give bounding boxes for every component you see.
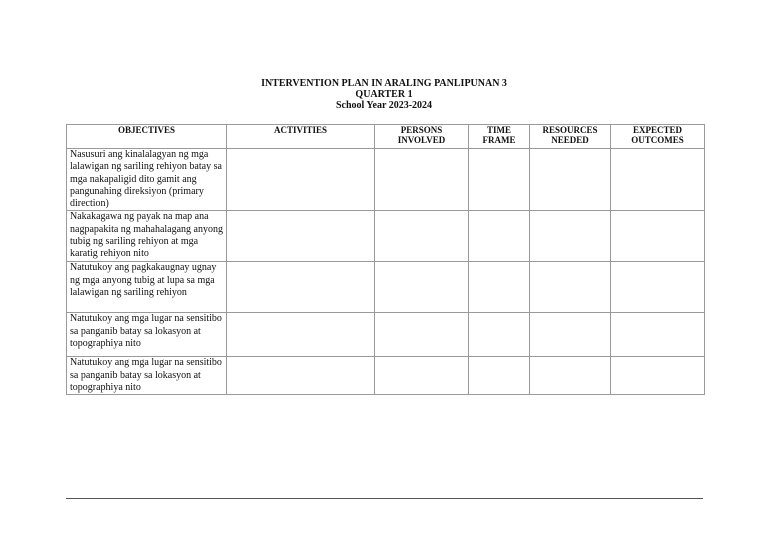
expected-outcomes-cell xyxy=(611,211,705,262)
expected-outcomes-cell xyxy=(611,262,705,313)
resources-needed-cell xyxy=(530,149,611,211)
header-expected-outcomes: EXPECTED OUTCOMES xyxy=(611,125,705,149)
header-resources-needed: RESOURCES NEEDED xyxy=(530,125,611,149)
activities-cell xyxy=(227,211,375,262)
footer-divider xyxy=(66,498,703,499)
time-frame-cell xyxy=(469,313,530,357)
resources-needed-cell xyxy=(530,211,611,262)
objective-cell: Nakakagawa ng payak na map ana nagpapakita ng mahahalagang anyong tubig ng sariling rehiyon at mga karatig rehiyon nito xyxy=(67,211,227,262)
quarter-label: QUARTER 1 xyxy=(355,89,413,100)
document-title: INTERVENTION PLAN IN ARALING PANLIPUNAN 3 xyxy=(261,78,507,89)
persons-involved-cell xyxy=(375,211,469,262)
time-frame-cell xyxy=(469,357,530,395)
table-row xyxy=(67,313,705,357)
school-year-label: School Year 2023-2024 xyxy=(335,100,433,111)
objective-cell: Nasusuri ang kinalalagyan ng mga lalawigan ng sariling rehiyon batay sa mga nakapaligid dito gamit ang pangunahing direksiyon (primary direction) xyxy=(67,149,227,211)
persons-involved-cell xyxy=(375,262,469,313)
resources-needed-cell xyxy=(530,357,611,395)
persons-involved-cell xyxy=(375,149,469,211)
activities-cell xyxy=(227,357,375,395)
resources-needed-cell xyxy=(530,262,611,313)
persons-involved-cell xyxy=(375,357,469,395)
persons-involved-cell xyxy=(375,313,469,357)
activities-cell xyxy=(227,262,375,313)
time-frame-cell xyxy=(469,211,530,262)
objective-cell: Natutukoy ang mga lugar na sensitibo sa panganib batay sa lokasyon at topographiya nito xyxy=(67,357,227,395)
header-persons-involved: PERSONS INVOLVED xyxy=(375,125,469,149)
table-row xyxy=(67,149,705,211)
activities-cell xyxy=(227,149,375,211)
time-frame-cell xyxy=(469,262,530,313)
header-objectives: OBJECTIVES xyxy=(67,125,227,149)
header-activities: ACTIVITIES xyxy=(227,125,375,149)
objective-cell: Natutukoy ang pagkakaugnay ugnay ng mga anyong tubig at lupa sa mga lalawigan ng sariling rehiyon xyxy=(67,262,227,313)
expected-outcomes-cell xyxy=(611,149,705,211)
objective-cell: Natutukoy ang mga lugar na sensitibo sa panganib batay sa lokasyon at topographiya nito xyxy=(67,313,227,357)
expected-outcomes-cell xyxy=(611,357,705,395)
document-title-block xyxy=(0,78,768,111)
table-row xyxy=(67,262,705,313)
header-time-frame: TIME FRAME xyxy=(469,125,530,149)
table-row xyxy=(67,211,705,262)
resources-needed-cell xyxy=(530,313,611,357)
expected-outcomes-cell xyxy=(611,313,705,357)
intervention-plan-table xyxy=(66,124,705,395)
table-row xyxy=(67,357,705,395)
time-frame-cell xyxy=(469,149,530,211)
activities-cell xyxy=(227,313,375,357)
table-header-row xyxy=(67,125,705,149)
